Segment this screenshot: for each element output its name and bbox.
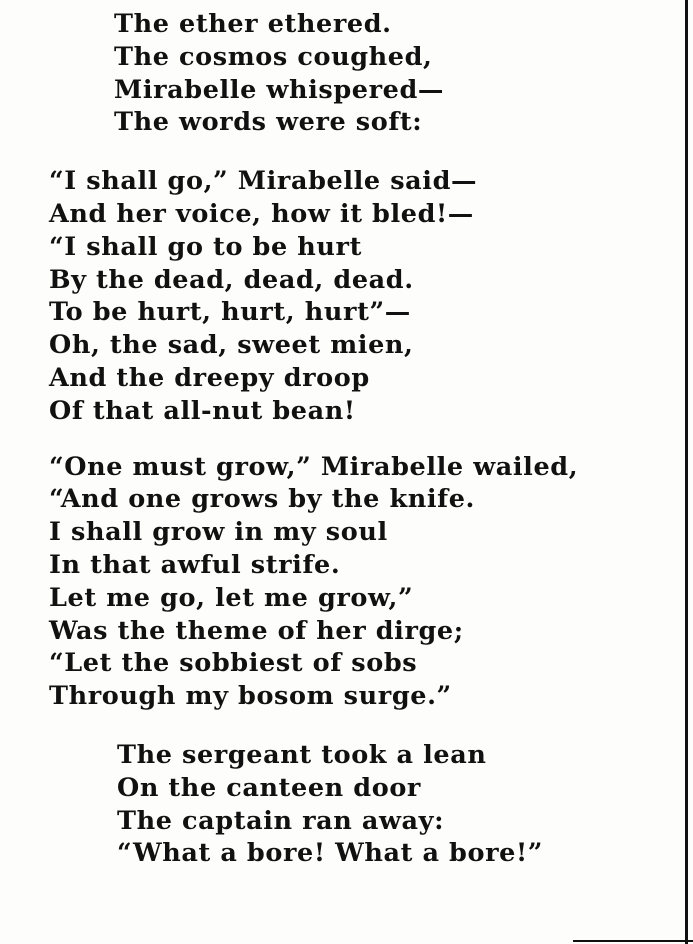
poem-line: And her voice, how it bled!— bbox=[49, 198, 474, 229]
bottom-rule bbox=[573, 940, 693, 942]
poem-line: Was the theme of her dirge; bbox=[49, 615, 464, 646]
poem-line: In that awful strife. bbox=[49, 549, 341, 580]
poem-line: “One must grow,” Mirabelle wailed, bbox=[49, 451, 579, 482]
poem-line: On the canteen door bbox=[117, 772, 421, 803]
stanza-3 bbox=[49, 451, 578, 713]
column-rule bbox=[685, 0, 688, 944]
stanza-1 bbox=[114, 8, 578, 139]
poem-line: And the dreepy droop bbox=[49, 362, 370, 393]
poem-line: The sergeant took a lean bbox=[117, 739, 487, 770]
poem-line: The captain ran away: bbox=[117, 805, 445, 836]
poem bbox=[0, 8, 578, 870]
stanza-2 bbox=[49, 165, 578, 427]
poem-line: “What a bore! What a bore!” bbox=[117, 838, 544, 869]
poem-line: The ether ethered. bbox=[114, 9, 392, 39]
poem-line: By the dead, dead, dead. bbox=[49, 264, 414, 295]
poem-line: The cosmos coughed, bbox=[114, 41, 433, 72]
poem-line: The words were soft: bbox=[114, 107, 423, 138]
poem-line: To be hurt, hurt, hurt”— bbox=[49, 297, 411, 328]
poem-line: Oh, the sad, sweet mien, bbox=[49, 330, 414, 361]
poem-line: Through my bosom surge.” bbox=[49, 681, 452, 712]
poem-line: “And one grows by the knife. bbox=[49, 484, 476, 515]
poem-line: Of that all-nut bean! bbox=[49, 395, 356, 426]
stanza-4 bbox=[117, 739, 578, 870]
poem-line: “I shall go,” Mirabelle said— bbox=[49, 166, 478, 197]
poem-line: Let me go, let me grow,” bbox=[49, 582, 414, 613]
poem-line: “I shall go to be hurt bbox=[49, 231, 362, 262]
poem-line: I shall grow in my soul bbox=[49, 517, 388, 548]
poem-line: “Let the sobbiest of sobs bbox=[49, 648, 418, 679]
poem-line: Mirabelle whispered— bbox=[114, 74, 444, 105]
